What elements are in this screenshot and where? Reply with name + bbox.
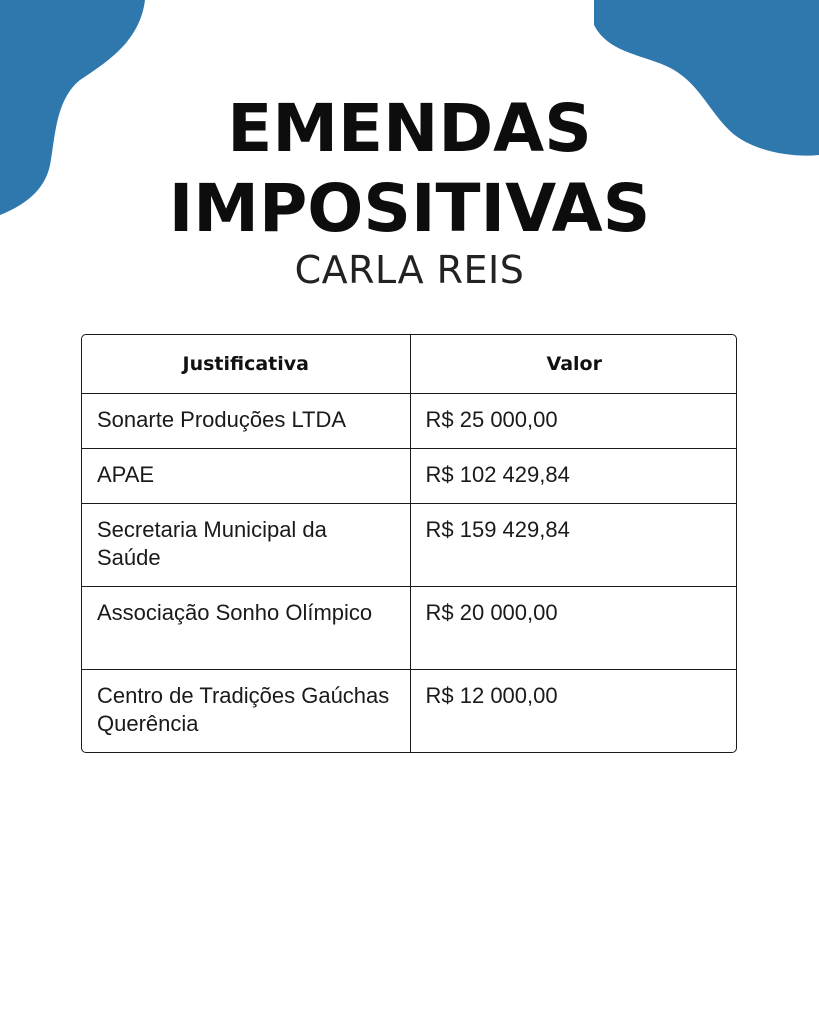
cell-valor: R$ 159 429,84 xyxy=(410,503,737,586)
cell-valor: R$ 12 000,00 xyxy=(425,682,558,708)
table-row xyxy=(82,503,737,586)
cell-justificativa: Associação Sonho Olímpico xyxy=(82,586,410,669)
cell-valor: R$ 102 429,84 xyxy=(410,448,737,503)
column-header-justificativa: Justificativa xyxy=(82,335,410,393)
cell-justificativa: Sonarte Produções LTDA xyxy=(82,393,410,448)
table-row xyxy=(82,393,737,448)
table-row xyxy=(82,586,737,669)
cell-valor: R$ 25 000,00 xyxy=(410,393,737,448)
emendas-table xyxy=(81,334,737,753)
page-title-line2: IMPOSITIVAS xyxy=(168,170,651,247)
table-row xyxy=(82,448,737,503)
page-subtitle: CARLA REIS xyxy=(294,248,525,292)
cell-justificativa: APAE xyxy=(82,448,410,503)
cell-valor: R$ 20 000,00 xyxy=(410,586,737,669)
page-title-line1: EMENDAS xyxy=(227,90,592,167)
column-header-valor: Valor xyxy=(410,335,737,393)
table-header-row xyxy=(82,335,737,393)
cell-justificativa: Centro de Tradições Gaúchas Querência xyxy=(82,669,410,752)
table-row xyxy=(82,669,737,752)
cell-justificativa: Secretaria Municipal da Saúde xyxy=(82,503,410,586)
